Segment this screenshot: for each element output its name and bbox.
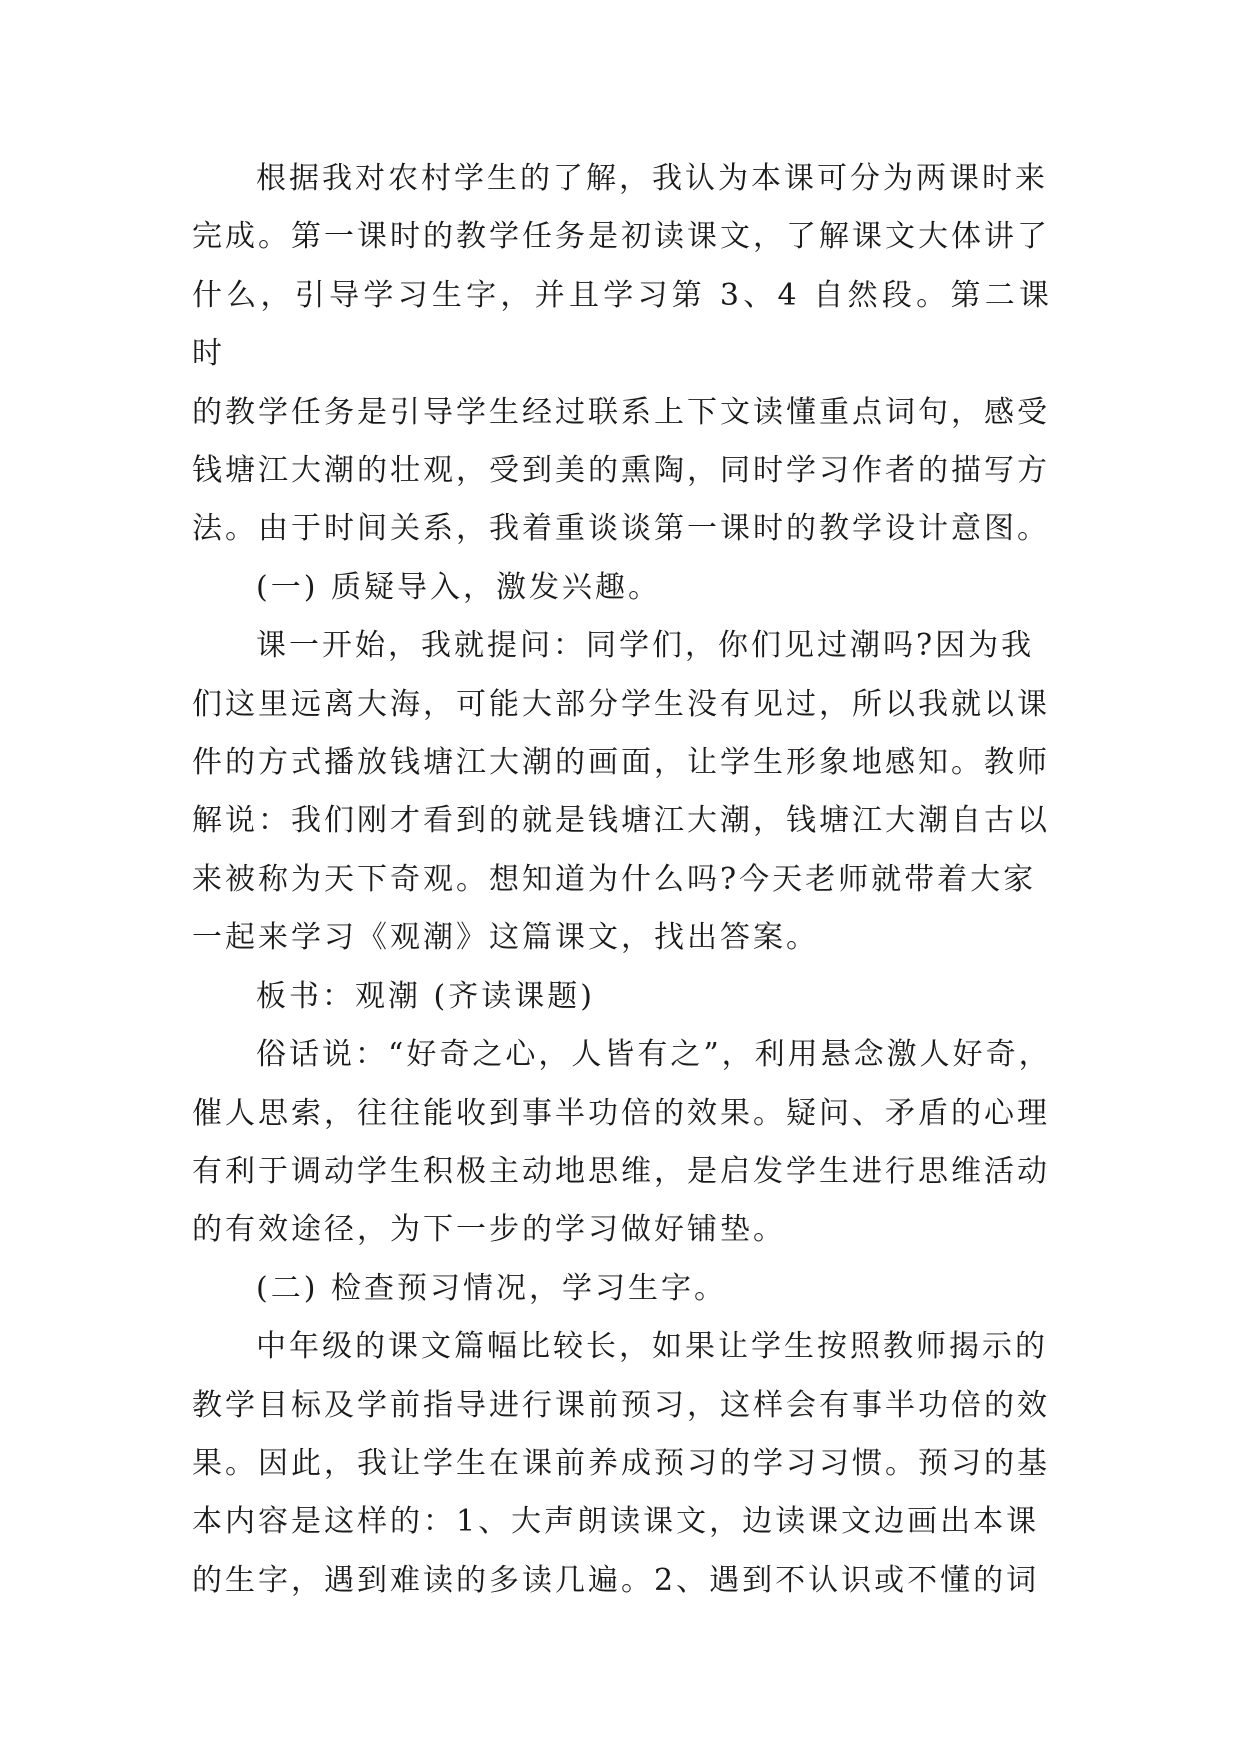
text-line: 完成。第一课时的教学任务是初读课文，了解课文大体讲了 <box>192 219 1050 255</box>
text-line: 有利于调动学生积极主动地思维，是启发学生进行思维活动 <box>192 1153 1050 1189</box>
paragraph <box>192 968 1052 1026</box>
text-line: 俗话说：“好奇之心，人皆有之”，利用悬念激人好奇， <box>256 1037 1052 1073</box>
text-line: (一) 质疑导入，激发兴趣。 <box>256 569 661 605</box>
text-line: 法。由于时间关系，我着重谈谈第一课时的教学设计意图。 <box>192 511 1050 547</box>
text-line: 中年级的课文篇幅比较长，如果让学生按照教师揭示的 <box>256 1329 1048 1365</box>
text-line: 果。因此，我让学生在课前养成预习的学习习惯。预习的基 <box>192 1445 1050 1481</box>
text-line: 的生字，遇到难读的多读几遍。2、遇到不认识或不懂的词 <box>192 1562 1040 1598</box>
text-line: 解说：我们刚才看到的就是钱塘江大潮，钱塘江大潮自古以 <box>192 803 1050 839</box>
text-line: 钱塘江大潮的壮观，受到美的熏陶，同时学习作者的描写方 <box>192 453 1050 489</box>
text-line: 什么，引导学习生字，并且学习第 3、4 自然段。第二课时 <box>192 277 1052 372</box>
text-line: 板书：观潮 (齐读课题) <box>256 978 595 1014</box>
text-line: 的教学任务是引导学生经过联系上下文读懂重点词句，感受 <box>192 394 1050 430</box>
text-line: 教学目标及学前指导进行课前预习，这样会有事半功倍的效 <box>192 1387 1050 1423</box>
paragraph <box>192 1260 1052 1318</box>
paragraph <box>192 1318 1052 1610</box>
text-line: 本内容是这样的：1、大声朗读课文，边读课文边画出本课 <box>192 1504 1040 1540</box>
text-line: (二) 检查预习情况，学习生字。 <box>256 1270 727 1306</box>
text-line: 根据我对农村学生的了解，我认为本课可分为两课时来 <box>256 161 1048 196</box>
paragraph <box>192 617 1052 967</box>
text-line: 们这里远离大海，可能大部分学生没有见过，所以我就以课 <box>192 686 1050 722</box>
text-line: 催人思索，往往能收到事半功倍的效果。疑问、矛盾的心理 <box>192 1095 1050 1131</box>
paragraph <box>192 559 1052 617</box>
paragraph <box>192 150 1052 559</box>
text-line: 来被称为天下奇观。想知道为什么吗?今天老师就带着大家 <box>192 861 1037 897</box>
paragraph <box>192 1026 1052 1260</box>
text-line: 件的方式播放钱塘江大潮的画面，让学生形象地感知。教师 <box>192 745 1050 781</box>
text-line: 课一开始，我就提问：同学们，你们见过潮吗?因为我 <box>256 628 1035 664</box>
text-line: 的有效途径，为下一步的学习做好铺垫。 <box>192 1212 786 1248</box>
document-page <box>192 150 1052 1610</box>
text-line: 一起来学习《观潮》这篇课文，找出答案。 <box>192 920 819 956</box>
